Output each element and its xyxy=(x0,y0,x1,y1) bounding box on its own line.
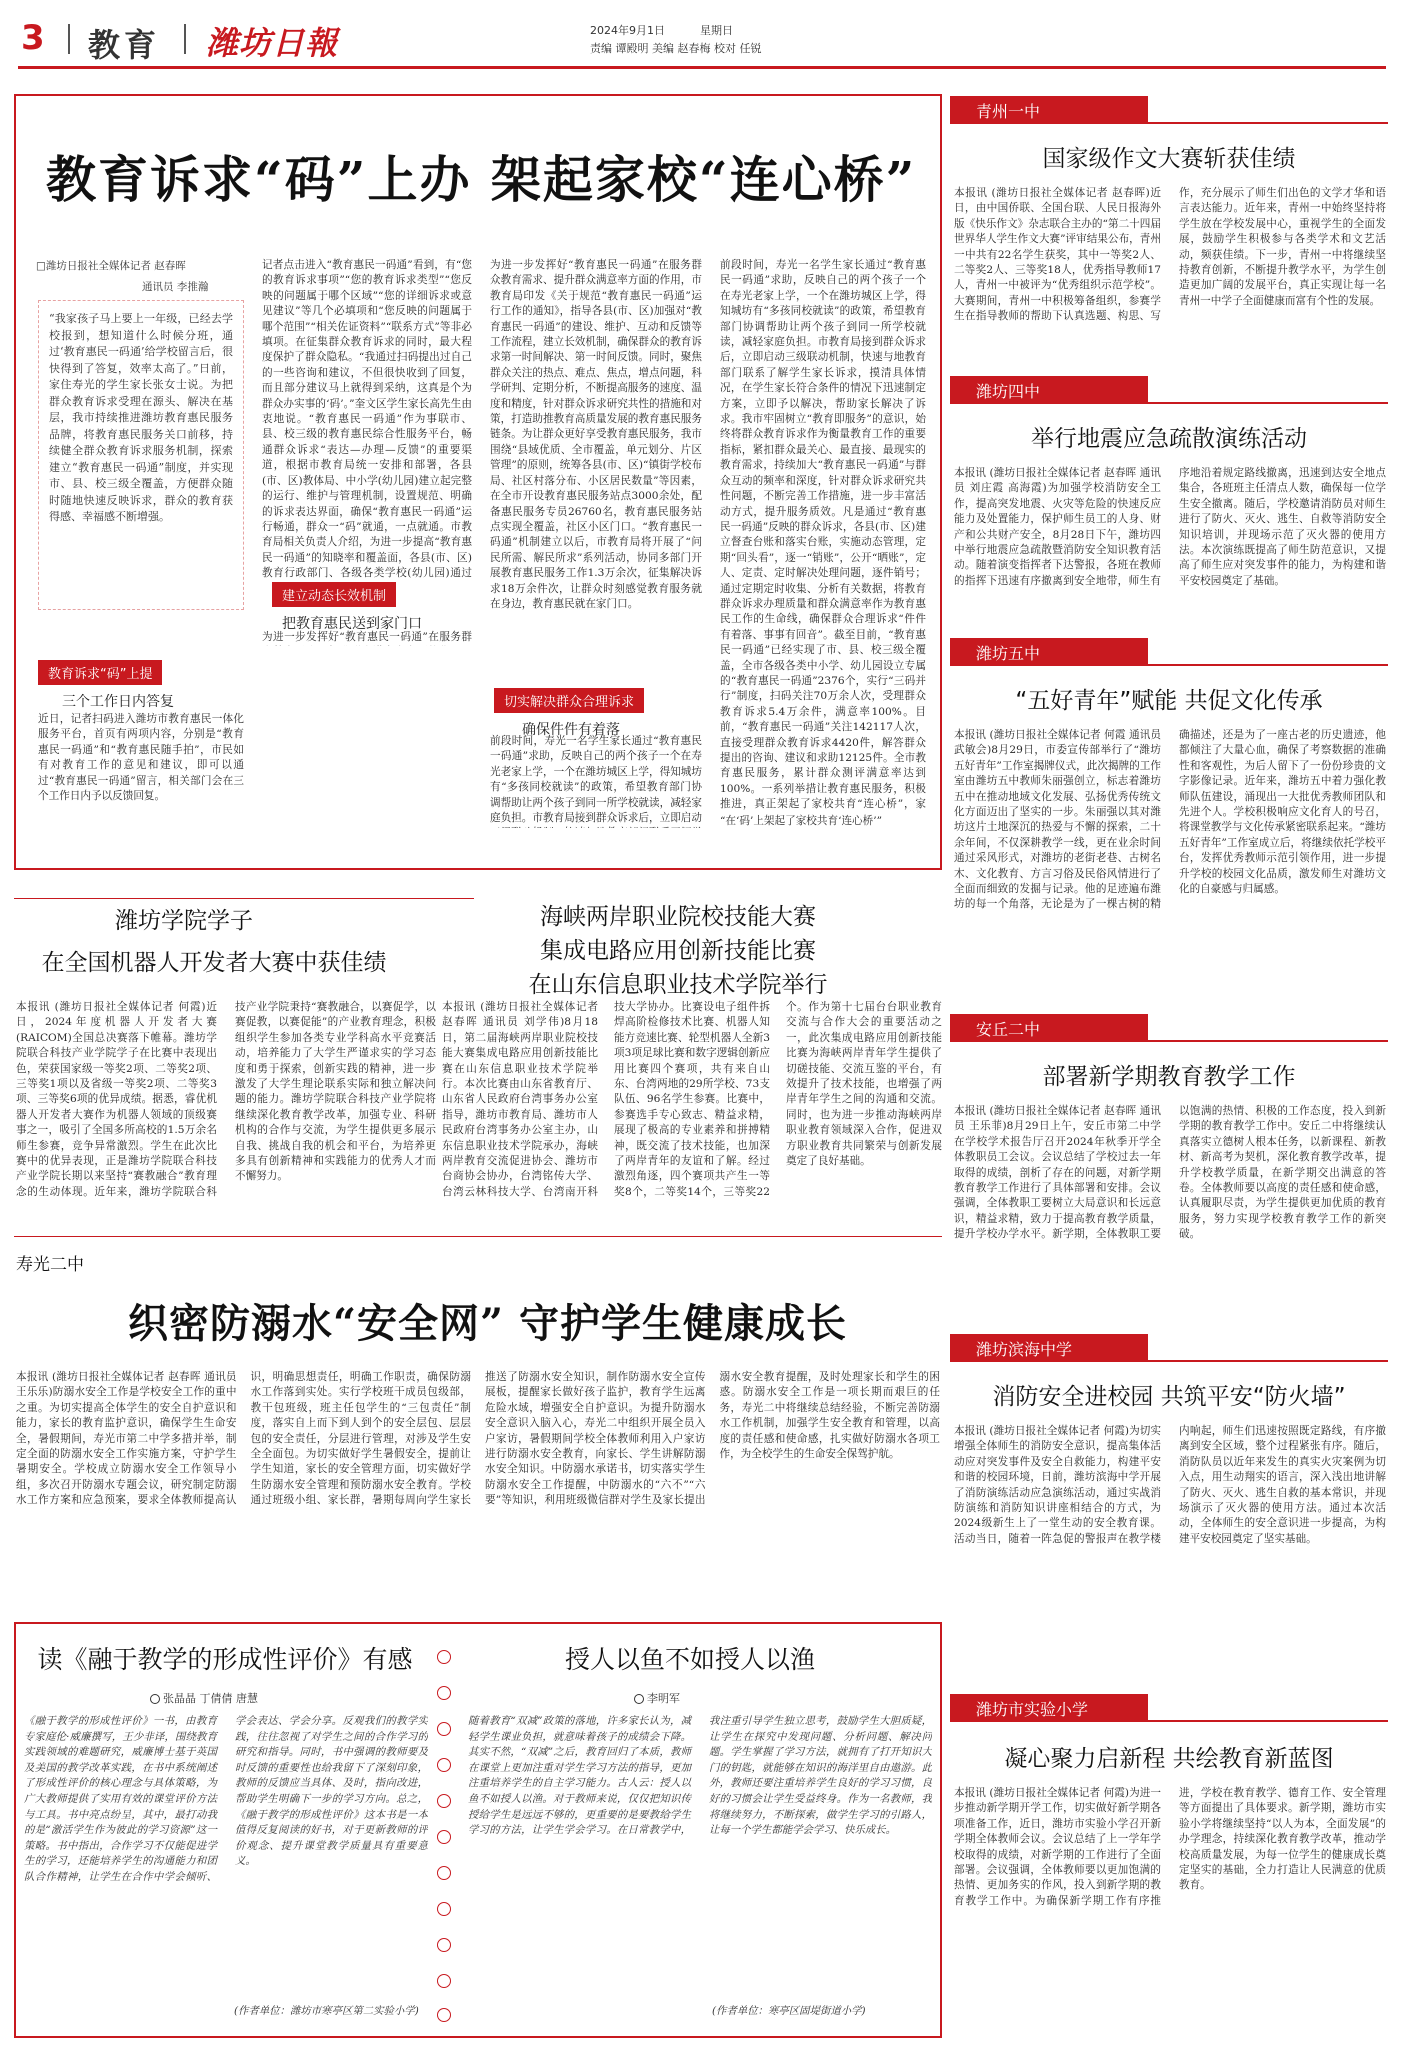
essay-1-unit: (作者单位：潍坊市寒亭区第二实验小学) xyxy=(234,2005,419,2017)
article-c-body: 本报讯 (潍坊日报社全媒体记者 赵春晖 通讯员 王乐乐)防溺水安全工作是学校安全工作的重中之重。为切实提高全体学生的安全自护意识和能力，家长的教育监护意识，确保学生生命安全，暑假期间，寿光市第二中学多措并举，制定全面的防溺水安全工作实施方案，守护学生暑期安全。学校成立防溺水安全工作领导小组，多次召开防溺水专题会议，研究制定防溺水工作方案和应急预案，要求全体教师提高认识，明确思想责任，明确工作职责，确保防溺水工作落到实处。实行学校班干成员包级部，教干包班级，班主任包学生的“三包责任”制度，落实自上而下到人到个的安全层包、层层包的安全责任，分层进行管理，对涉及学生安全全面包。为切实做好学生暑假安全，提前让学生知道，家长的安全管理方面，切实做好学生防溺水安全管理和预防溺水安全教育。学校通过班级小组、家长群，暑期每周向学生家长推送了防溺水安全知识，制作防溺水安全宣传展板，提醒家长做好孩子监护，教育学生远离危险水域，增强安全自护意识。为提升防溺水安全意识入脑入心，寿光二中组织开展全员入户家访，暑假期间学校全体教师利用入户家访进行防溺水安全教育，向家长、学生讲解防溺水安全知识。中防溺水承诺书，切实落实学生防溺水安全工作提醒，中防溺水的“六不”“六要”等知识，利用班级微信群对学生及家长提出溺水安全教育提醒，及时处理家长和学生的困惑。防溺水安全工作是一项长期而艰巨的任务，寿光二中将继续总结经验，不断完善防溺水工作机制，加强学生安全教育和管理，以高度的责任感和使命感，扎实做好防溺水各项工作，为全校学生的生命安全保驾护航。 xyxy=(16,1371,940,1507)
section-rule xyxy=(14,898,474,899)
byline-reporter: □潍坊日报社全媒体记者 赵春晖 xyxy=(36,260,186,272)
right-3-body: 本报讯 (潍坊日报社全媒体记者 何霞 通讯员 武敏会)8月29日，市委宣传部举行了“潍坊五好青年”工作室揭牌仪式，此次揭牌的工作室由潍坊五中教师朱丽强创立，标志着潍坊五中在推动地域文化发展、弘扬优秀传统文化方面迈出了坚实的一步。朱丽强以其对潍坊这片土地深沉的热爱与不懈的探索，二十余年间，不仅深耕教学一线，更在业余时间通过采风形式，对潍坊的老街老巷、古树名木、文化教育、方言习俗及民俗风情进行了全面而细致的发掘与记录。他的足迹遍布潍坊的每一个角落，无论是为了一棵古树的精确描述，还是为了一座古老的历史遗迹，他都倾注了大量心血，确保了考察数据的准确性和客观性，为后人留下了一份份珍贵的文字影像记录。近年来，潍坊五中着力强化教师队伍建设，涌现出一大批优秀教师团队和先进个人。学校积极响应文化育人的号召，将课堂教学与文化传承紧密联系起来。“潍坊五好青年”工作室成立后，将继续依托学校平台，发挥优秀教师示范引领作用，进一步提升学校的校园文化品质，激发师生对潍坊文化的自豪感与归属感。 xyxy=(954,729,1386,911)
tag-rule xyxy=(950,664,1388,666)
feature-subhead-2 xyxy=(272,582,472,633)
feature-closing: “在‘码’上架起了家校共育‘连心桥’” xyxy=(720,815,883,827)
right-1-headline: 国家级作文大赛斩获佳绩 xyxy=(1042,146,1296,172)
binder-hole-icon xyxy=(437,1758,451,1772)
right-1-body: 本报讯 (潍坊日报社全媒体记者 赵春晖)近日，由中国侨联、全国台联、人民日报海外版《快乐作文》杂志联合主办的“第二十四届世界华人学生作文大赛”评审结果公布，青州一中共有22名学生获奖，其中一等奖2人、二等奖2人、三等奖18人，优秀指导教师17人，青州一中被评为“优秀组织示范学校”。大赛期间，青州一中积极筹备组织，参赛学生在指导教师的帮助下认真选题、构思、写作，充分展示了师生们出色的文学才华和语言表达能力。近年来，青州一中始终坚持将学生放在学校发展中心，重视学生的全面发展，鼓励学生积极参与各类学术和文艺活动，频获佳绩。下一步，青州一中将继续坚持教育创新，不断提升教学水平，为学生创造更加广阔的发展平台，真正实现让每一名青州一中学子全面健康而富有个性的发展。 xyxy=(954,187,1386,323)
right-5-headline: 消防安全进校园 共筑平安“防火墙” xyxy=(992,1384,1346,1410)
feature-body-col2: 记者点击进入“教育惠民一码通”看到，有“您的教育诉求事项”“您的教育诉求类型”“您反映的问题属于哪个区域”“您的详细诉求或意见建议”等几个必填项和“您反映的问题属于哪个范围”“相关佐证资料”“联系方式”等非必填项。在征集群众教育诉求的同时，最大程度保护了群众隐私。“我通过扫码提出过自己的一些咨询和建议，不但很快收到了回复，而且部分建议马上就得到采纳，这真是个为群众办实事的‘码’。”奎文区学生家长高先生由衷地说。“教育惠民一码通”作为事联市、县、校三级的教育惠民综合性服务平台，畅通群众诉求“表达—办理—反馈”的重要渠道，根据市教育局统一安排和部署，各县(市、区)教体局、中小学(幼儿园)建立起完整的运行、维护与管理机制，设置规范、明确的诉求表达界面，确保“教育惠民一码通”运行畅通，群众一“码”就通，一点就通。市教育局相关负责人介绍，为进一步提高“教育惠民一码通”的知晓率和覆盖面，各县(市、区)教育行政部门、各级各类学校(幼儿园)通过 xyxy=(262,259,472,580)
tag-rule xyxy=(950,402,1388,404)
essay-2-authors xyxy=(634,1690,680,1706)
binder-hole-icon xyxy=(437,1686,451,1700)
tag-rule xyxy=(950,1360,1388,1362)
tag-rule xyxy=(950,1040,1388,1042)
binder-hole-icon xyxy=(437,1974,451,1988)
issue-date: 2024年9月1日 xyxy=(590,24,665,37)
essay-1-title: 读《融于教学的形成性评价》有感 xyxy=(37,1645,413,1674)
binder-hole-icon xyxy=(437,1830,451,1844)
school-tag-wf4: 潍坊四中 xyxy=(950,376,1148,402)
feature-sub1-body: 近日，记者扫码进入潍坊市教育惠民一体化服务平台，首页有两项内容，分别是“教育惠民一码通”和“教育惠民随手拍”，市民如有对教育工作的意见和建议，即可以通过“教育惠民一码通”留言，相关部门会在三个工作日内予以反馈回复。 xyxy=(38,713,244,803)
author-names: 张晶晶 丁倩倩 唐慧 xyxy=(163,1692,258,1705)
school-tag-qingzhou: 青州一中 xyxy=(950,96,1148,122)
binder-hole-icon xyxy=(437,1938,451,1952)
essay-2-body: 随着教育“双减”政策的落地，许多家长认为，减轻学生课业负担，就意味着孩子的成绩会下降。其实不然，“双减”之后，教育回归了本质，教师在课堂上更加注重对学生学习方法的指导，更加注重培养学生的自主学习能力。古人云：授人以鱼不如授人以渔。对于教师来说，仅仅把知识传授给学生是远远不够的，更重要的是要教给学生学习的方法，让学生学会学习。在日常教学中，我注重引导学生独立思考，鼓励学生大胆质疑，让学生在探究中发现问题、分析问题、解决问题。学生掌握了学习方法，就拥有了打开知识大门的钥匙，就能够在知识的海洋里自由遨游。此外，教师还要注重培养学生良好的学习习惯，良好的习惯会让学生受益终身。作为一名教师，我将继续努力，不断探索，做学生学习的引路人，让每一个学生都能学会学习、快乐成长。 xyxy=(468,1715,932,1837)
feature-headline: 教育诉求“码”上办 架起家校“连心桥” xyxy=(46,150,917,209)
article-b-body: 本报讯 (潍坊日报社全媒体记者 赵春晖 通讯员 刘学伟)8月18日，第二届海峡两岸职业院校技能大赛集成电路应用创新技能比赛在山东信息职业技术学院举行。本次比赛由山东省教育厅、山东省人民政府台湾事务办公室指导，潍坊市教育局、潍坊市人民政府台湾事务办公室主办，山东信息职业技术学院承办，海峡两岸教育交流促进协会、潍坊市台商协会协办，台湾铭传大学、台湾云林科技大学、台湾南开科技大学协办。比赛设电子组件拆焊高阶检修技术比赛、机器人知能方竞速比赛、轮型机器人全新3项3项足球比赛和数字逻辑创新应用比赛四个赛项，共有来自山东、台湾两地的29所学校、73支队伍、96名学生参赛。比赛中，参赛选手专心致志、精益求精，展现了极高的专业素养和拼搏精神，既交流了技术技能，也加深了两岸青年的友谊和了解。经过激烈角逐，四个赛项共产生一等奖8个，二等奖14个，三等奖22个。作为第十七届台台职业教育交流与合作大会的重要活动之一，此次集成电路应用创新技能比赛为海峡两岸青年学生提供了切磋技能、交流互鉴的平台，有效提升了技术技能，也增强了两岸青年学生之间的沟通和交流。同时，也为进一步推动海峡两岸职业教育领域深入合作，促进双方职业教育共同繁荣与创新发展奠定了良好基础。 xyxy=(442,1001,942,1198)
article-c-headline: 织密防溺水“安全网” 守护学生健康成长 xyxy=(128,1300,847,1347)
binder-hole-icon xyxy=(437,1866,451,1880)
binder-hole-icon xyxy=(437,1902,451,1916)
masthead xyxy=(18,14,1388,64)
headline-line: 在全国机器人开发者大赛中获佳绩 xyxy=(41,950,387,976)
section-name: 教育 xyxy=(88,26,161,64)
subhead-text: 把教育惠民送到家门口 xyxy=(282,616,422,632)
school-tag-shiyan: 潍坊市实验小学 xyxy=(950,1694,1148,1720)
pen-icon xyxy=(634,1694,644,1704)
tag-rule xyxy=(950,1720,1388,1722)
article-c-kicker: 寿光二中 xyxy=(16,1255,84,1275)
binder-hole-icon xyxy=(437,2008,451,2022)
tag-rule xyxy=(950,122,1388,124)
binder-hole-icon xyxy=(437,1650,451,1664)
author-names: 李明军 xyxy=(647,1692,680,1705)
issue-weekday: 星期日 xyxy=(700,24,733,37)
subhead-tag: 切实解决群众合理诉求 xyxy=(494,688,644,713)
newspaper-logo: 潍坊日報 xyxy=(206,24,339,62)
feature-body-col3: 为进一步发挥好“教育惠民一码通”在服务群众教育需求、提升群众满意率方面的作用，市教育局印发《关于规范“教育惠民一码通”运行工作的通知》，指导各县(市、区)加强对“教育惠民一码通”的建设、维护、互动和反馈等工作流程，建立长效机制，确保群众的教育诉求第一时间解决、第一时间反馈。同时，聚焦群众关注的热点、难点、焦点，增点问题，科学研判、定期分析，不断提高服务的速度、温度和精度，针对群众诉求研究共性的措施和对策，打造助推教育高质量发展的教育惠民服务链条。为让群众更好享受教育惠民服务，我市围绕“县域优质、全市覆盖，单元划分、片区管理”的原则，统筹各县(市、区)“镇街学校布局、社区村落分布、小区居民数量”等因素，在全市开设教育惠民服务站点3000余处，配备惠民服务专员26760名，教育惠民服务站点实现全覆盖，社区小区门口。“教育惠民一码通”机制建立以后，市教育局将开展了“问民所需、解民所求”系列活动，协同多部门开展教育惠民服务工作1.3万余次，征集解决诉求18万余件次，让群众时刻感觉教育服务就在身边，教育惠民就在家门口。 xyxy=(490,259,702,610)
school-tag-wf5: 潍坊五中 xyxy=(950,638,1148,664)
byline-correspondent: 通讯员 李推瀚 xyxy=(142,281,209,293)
feature-body-col4: 前段时间，寿光一名学生家长通过“教育惠民一码通”求助，反映自己的两个孩子一个在寿光老家上学，一个在潍坊城区上学，得知城坊有“多孩同校就读”的政策，希望教育部门协调帮助让两个孩子到同一所学校就读，减轻家庭负担。市教育局接到群众诉求后，立即启动三级联动机制，快速与地教育部门联系了解学生家长诉求，摸清具体情况，在学生家长符合条件的情况下迅速制定方案，立即予以解决，帮助家长解决了诉求。我市牢固树立“教育即服务”的意识，始终将群众教育诉求作为衡量教育工作的重要指标，紧扣群众最关心、最直接、最现实的教育需求，持续加大“教育惠民一码通”与群众互动的频率和深度，针对群众诉求研究共性问题，不断完善工作措施，进一步丰富活动方式，提升服务质效。凡是通过“教育惠民一码通”反映的群众诉求，各县(市、区)建立督查台账和落实台账，实施动态管理，定期“回头看”，逐一“销账”，公开“晒账”，定人、定责、定时解决处理问题，逐件销号；通过定期定时收集、分析有关数据，将教育群众诉求办理质量和群众满意率作为教育惠民工作的生命线，确保群众合理诉求“件件有着落、事事有回音”。截至目前，“教育惠民一码通”已经实现了市、县、校三级全覆盖，全市各级各类中小学、幼儿园设立专属的“教育惠民一码通”2376个，实行“三码并行”制度，扫码关注70万余人次，受理群众教育诉求5.4万余件，满意率100%。目前，“教育惠民一码通”关注142117人次，直接受理群众教育诉求4420件，解答群众提出的咨询、建议和求助12125件。全市教育惠民服务，累计群众测评满意率达到100%。一系列举措让教育惠民服务，积极推进，真正架起了家校共育“连心桥”，家 xyxy=(720,259,926,811)
feature-subhead-1 xyxy=(38,660,244,711)
subhead-tag: 教育诉求“码”上提 xyxy=(38,660,162,685)
right-4-body: 本报讯 (潍坊日报社全媒体记者 赵春晖 通讯员 王乐菲)8月29日上午，安丘市第二中学在学校学术报告厅召开2024年秋季开学全体教职员工会议。会议总结了学校过去一年取得的成绩，剖析了存在的问题，对新学期教育教学工作进行了具体部署和安排。会议强调，全体教职工要树立大局意识和长远意识，精益求精，致力于提高教育教学质量，提升学校办学水平。新学期，全体教职工要以饱满的热情、积极的工作态度，投入到新学期的教育教学工作中。安丘二中将继续认真落实立德树人根本任务，以新课程、新教材、新高考为契机，深化教育教学改革，提升学校教学质量，在新学期交出满意的答卷。全体教师要以高度的责任感和使命感，认真履职尽责，为学生提供更加优质的教育服务，努力实现学校教育教学工作的新突破。 xyxy=(954,1105,1386,1241)
article-a-body: 本报讯 (潍坊日报社全媒体记者 何霞)近日，2024年度机器人开发者大赛(RAICOM)全国总决赛落下帷幕。潍坊学院联合科技产业学院学子在比赛中表现出色，荣获国家级一等奖2项、二等奖2项、三等奖1项以及省级一等奖2项、二等奖3项、三等奖6项的优异成绩。据悉，睿优机器人开发者大赛作为机器人领域的顶级赛事之一，吸引了全国多所高校的1.5万余名师生参赛，竞争异常激烈。学生在此次比赛中的优异表现，正是潍坊学院联合科技产业学院长期以来坚持“赛教融合”教育理念的生动体现。近年来，潍坊学院联合科技产业学院秉持“赛教融合，以赛促学，以赛促教，以赛促能”的产业教育理念，积极组织学生参加各类专业学科高水平竞赛活动，培养能力了大学生严谨求实的学习态度和勇于探索，创新实践的精神，进一步激发了大学生理论联系实际和独立解决问题的能力。潍坊学院联合科技产业学院将继续深化教育教学改革，加强专业、科研机构的合作与交流，为学生提供更多展示自我、挑战自我的机会和平台，为培养更多具有创新精神和实践能力的优秀人才而不懈努力。 xyxy=(16,1001,436,1198)
pen-icon xyxy=(150,1694,160,1704)
subhead-tag: 建立动态长效机制 xyxy=(272,582,396,607)
feature-lead-quote: “我家孩子马上要上一年级，已经去学校报到，想知道什么时候分班，通过‘教育惠民一码通’给学校留言后，很快得到了答复，效率太高了。”日前，家住寿光的学生家长张女士说。为把群众教育诉求受理在源头、解决在基层，我市持续推进潍坊教育惠民服务品牌，将教育惠民服务关口前移，持续健全群众教育诉求服务机制，探索建立“教育惠民一码通”制度，并实现市、县、校三级全覆盖，方便群众随时随地快速反映诉求，群众的教育获得感、幸福感不断增强。 xyxy=(38,300,244,610)
feature-byline xyxy=(36,258,246,294)
right-4-headline: 部署新学期教育教学工作 xyxy=(1042,1064,1296,1090)
right-6-headline: 凝心聚力启新程 共绘教育新蓝图 xyxy=(1004,1746,1334,1772)
headline-line: 集成电路应用创新技能比赛 xyxy=(540,938,816,964)
essay-1-body: 《融于教学的形成性评价》一书，由教育专家庭伦·威廉撰写，王少非译，围绕教育实践领域的难题研究，威廉博士基于英国及美国的教学改革实践，在书中系统阐述了形成性评价的核心理念与具体策略，为广大教师提供了实用有效的课堂评价方法与工具。书中亮点纷呈，其中，最打动我的是“激活学生作为彼此的学习资源”这一策略。书中指出，合作学习不仅能促进学生的学习，还能培养学生的沟通能力和团队合作精神，让学生在合作中学会倾听、学会表达、学会分享。反观我们的教学实践，往往忽视了对学生之间的合作学习的研究和指导。同时，书中强调的教师要及时反馈的重要性也给我留下了深刻印象，教师的反馈应当具体、及时，指向改进，帮助学生明确下一步的学习方向。总之，《融于教学的形成性评价》这本书是一本值得反复阅读的好书，对于更新教师的评价观念、提升课堂教学质量具有重要意义。 xyxy=(24,1715,428,1883)
section-rule xyxy=(14,1236,942,1237)
feature-subhead-3 xyxy=(494,688,704,739)
essay-1-authors xyxy=(150,1690,258,1706)
right-3-headline: “五好青年”赋能 共促文化传承 xyxy=(1015,688,1323,714)
feature-body-col3-bottom: 前段时间，寿光一名学生家长通过“教育惠民一码通”求助，反映自己的两个孩子一个在寿光老家上学，一个在潍坊城区上学，得知城坊有“多孩同校就读”的政策，希望教育部门协调帮助让两个孩子到同一所学校就读，减轻家庭负担。市教育局接到群众诉求后，立即启动 xyxy=(490,735,702,825)
essay-2-title: 授人以鱼不如授人以渔 xyxy=(564,1645,815,1674)
feature-sub2-lead: 为进一步发挥好“教育惠民一码通”在服务群 xyxy=(262,631,472,643)
right-2-body: 本报讯 (潍坊日报社全媒体记者 赵春晖 通讯员 刘庄霞 高海霞)为加强学校消防安全工作，提高突发地震、火灾等危险的快速反应能力及处置能力，保护师生员工的人身、财产和公共财产安全，8月28日下午，潍坊四中举行地震应急疏散暨消防安全知识教育活动。随着演变指挥者下达警报，各班在教师的指挥下迅速有序撤离到安全地带，师生有序地沿着规定路线撤离，迅速到达安全地点集合，各班班主任清点人数，确保每一位学生安全撤离。随后，学校邀请消防员对师生进行了防火、灭火、逃生、自救等消防安全知识培训，并现场示范了灭火器的使用方法。本次演练既提高了师生防范意识，又提高了师生应对突发事件的能力，为构建和谐平安校园奠定了基础。 xyxy=(954,467,1386,587)
right-5-body: 本报讯 (潍坊日报社全媒体记者 何霞)为切实增强全体师生的消防安全意识，提高集体活动应对突发事件及安全自救能力，构建平安和谐的校园环境，日前，潍坊滨海中学开展了消防演练活动应急演练活动，通过实战消防演练和消防知识讲座相结合的方式，为2024级新生上了一堂生动的安全教育课。活动当日，随着一阵急促的警报声在教学楼内响起，师生们迅速按照既定路线，有序撤离到安全区域，整个过程紧张有序。随后，消防队员以近年来发生的真实火灾案例为切入点，用生动翔实的语言，深入浅出地讲解了防火、灭火、逃生自救的基本常识，并现场演示了灭火器的使用方法。通过本次活动，全体师生的安全意识进一步提高，为构建平安校园奠定了坚实基础。 xyxy=(954,1425,1386,1545)
headline-line: 海峡两岸职业院校技能大赛 xyxy=(540,904,816,930)
headline-line: 在山东信息职业技术学院举行 xyxy=(528,972,828,998)
headline-line: 潍坊学院学子 xyxy=(115,908,253,934)
binder-hole-icon xyxy=(437,1794,451,1808)
article-a-headline xyxy=(14,904,414,980)
header-divider xyxy=(184,24,186,54)
subhead-text: 三个工作日内答复 xyxy=(62,694,174,710)
subhead-text: 确保件件有着落 xyxy=(522,722,620,738)
header-divider xyxy=(68,24,70,54)
essay-2-unit: (作者单位：寒亭区固堤街道小学) xyxy=(712,2005,866,2017)
school-tag-binhai: 潍坊滨海中学 xyxy=(950,1334,1148,1360)
article-b-headline xyxy=(458,900,898,1002)
page-number: 3 xyxy=(21,18,45,58)
right-6-body: 本报讯 (潍坊日报社全媒体记者 何霞)为进一步推动新学期开学工作，切实做好新学期各项准备工作，近日，潍坊市实验小学召开新学期全体教师会议。会议总结了上一学年学校取得的成绩，对新学期的工作进行了全面部署。会议强调，全体教师要以更加饱满的热情、更加务实的作风，投入到新学期的教育教学工作中。为确保新学期工作有序推进，学校在教育教学、德育工作、安全管理等方面提出了具体要求。新学期，潍坊市实验小学将继续坚持“以人为本，全面发展”的办学理念，持续深化教育教学改革，推动学校高质量发展，为每一位学生的健康成长奠定坚实的基础，全力打造让人民满意的优质教育。 xyxy=(954,1787,1386,1907)
school-tag-anqiu2: 安丘二中 xyxy=(950,1014,1148,1040)
right-2-headline: 举行地震应急疏散演练活动 xyxy=(1031,426,1307,452)
binder-hole-icon xyxy=(437,1722,451,1736)
header-rule xyxy=(18,66,1386,69)
editorial-staff: 责编 谭殿明 美编 赵春梅 校对 任锐 xyxy=(590,42,762,55)
